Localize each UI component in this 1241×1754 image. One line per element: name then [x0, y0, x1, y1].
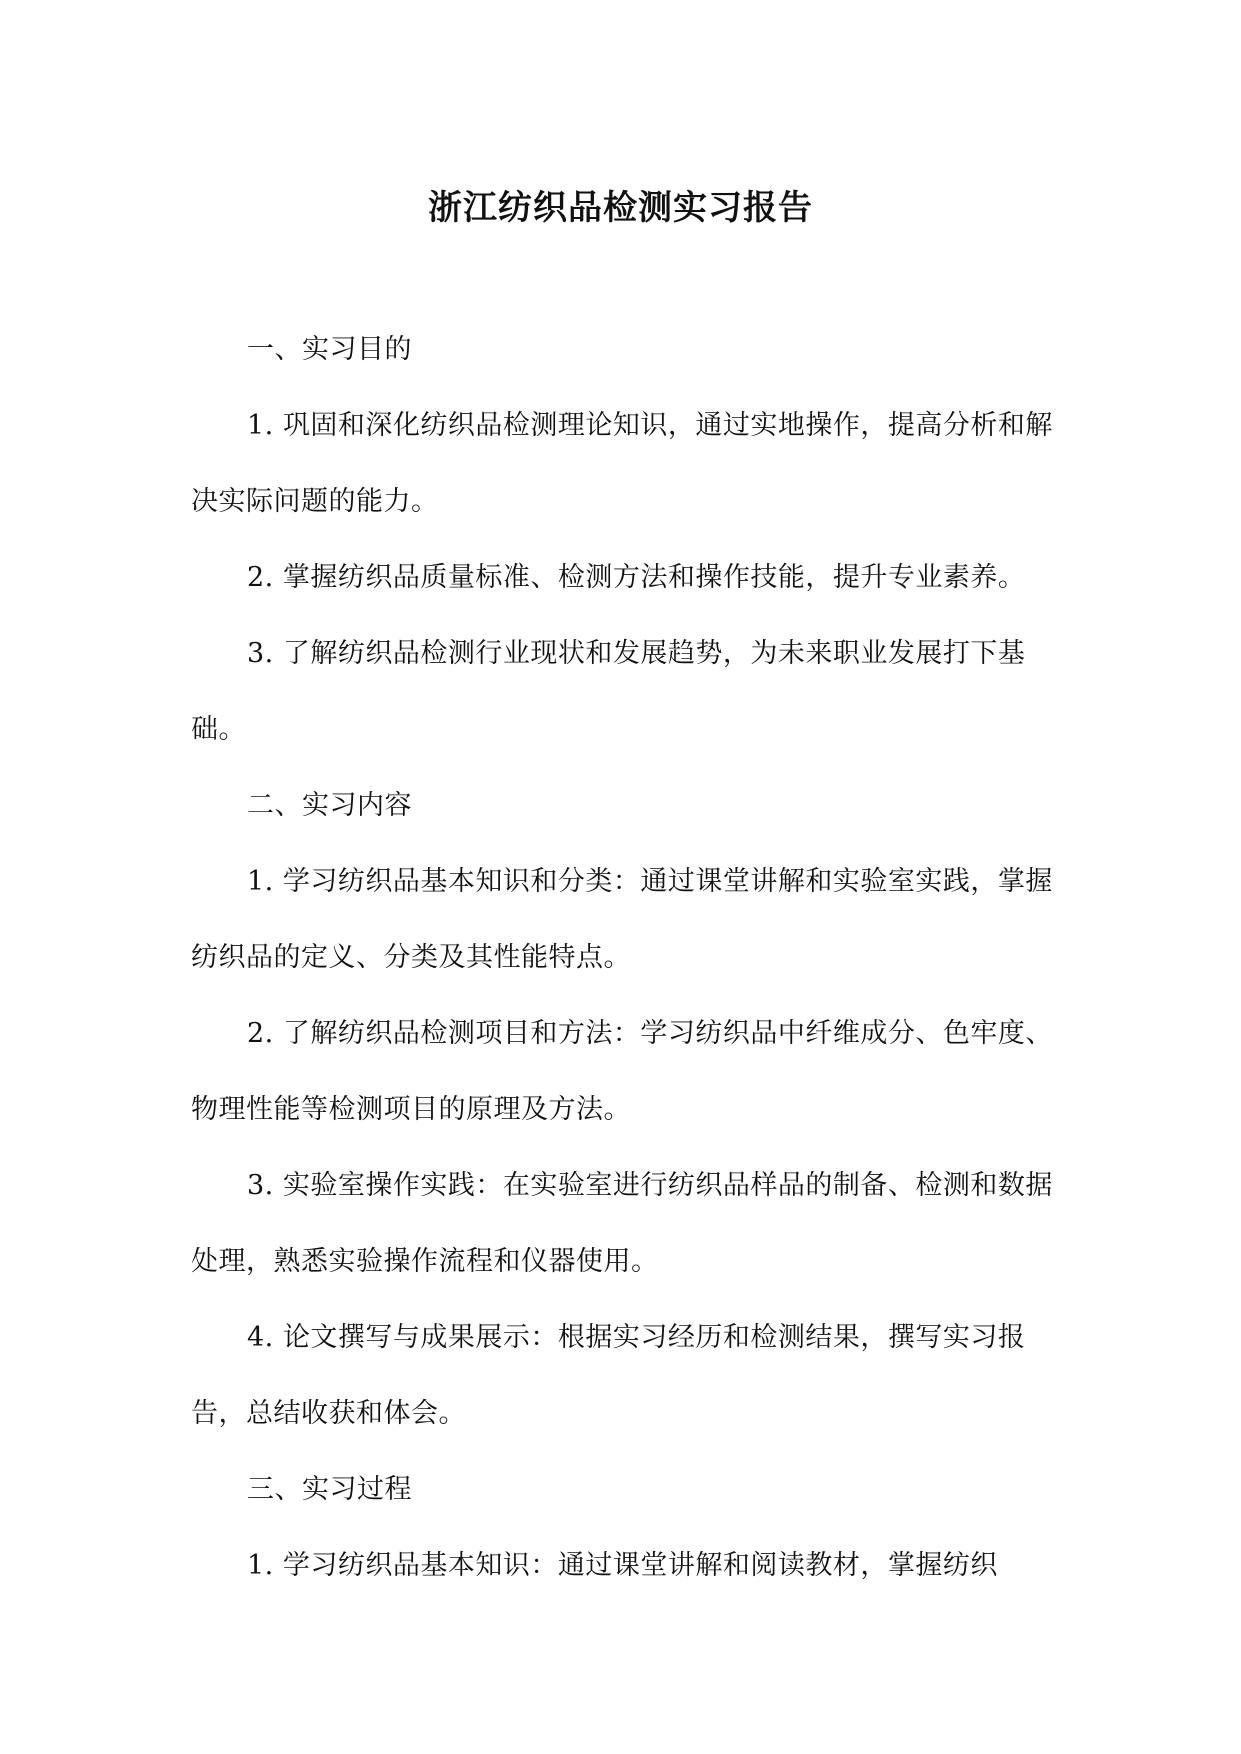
paragraph-content-3: 3. 实验室操作实践：在实验室进行纺织品样品的制备、检测和数据处理，熟悉实验操作流程和仪器使用。	[191, 1170, 1053, 1277]
paragraph-purpose-3: 3. 了解纺织品检测行业现状和发展趋势，为未来职业发展打下基础。	[191, 638, 1026, 745]
section-heading-purpose: 一、实习目的	[247, 334, 412, 365]
paragraph-content-4: 4. 论文撰写与成果展示：根据实习经历和检测结果，撰写实习报告，总结收获和体会。	[191, 1322, 1026, 1429]
paragraph-content-2: 2. 了解纺织品检测项目和方法：学习纺织品中纤维成分、色牢度、物理性能等检测项目的原理及方法。	[191, 1018, 1053, 1125]
paragraph-content-1: 1. 学习纺织品基本知识和分类：通过课堂讲解和实验室实践，掌握纺织品的定义、分类及其性能特点。	[191, 866, 1053, 973]
section-heading-content: 二、实习内容	[247, 790, 412, 821]
document-body	[191, 312, 1061, 1604]
paragraph-purpose-2: 2. 掌握纺织品质量标准、检测方法和操作技能，提升专业素养。	[247, 562, 1026, 593]
paragraph-purpose-1: 1. 巩固和深化纺织品检测理论知识，通过实地操作，提高分析和解决实际问题的能力。	[191, 410, 1053, 517]
section-heading-process: 三、实习过程	[247, 1474, 412, 1505]
document-title: 浙江纺织品检测实习报告	[428, 188, 813, 228]
paragraph-process-1: 1. 学习纺织品基本知识：通过课堂讲解和阅读教材，掌握纺织	[247, 1550, 998, 1581]
